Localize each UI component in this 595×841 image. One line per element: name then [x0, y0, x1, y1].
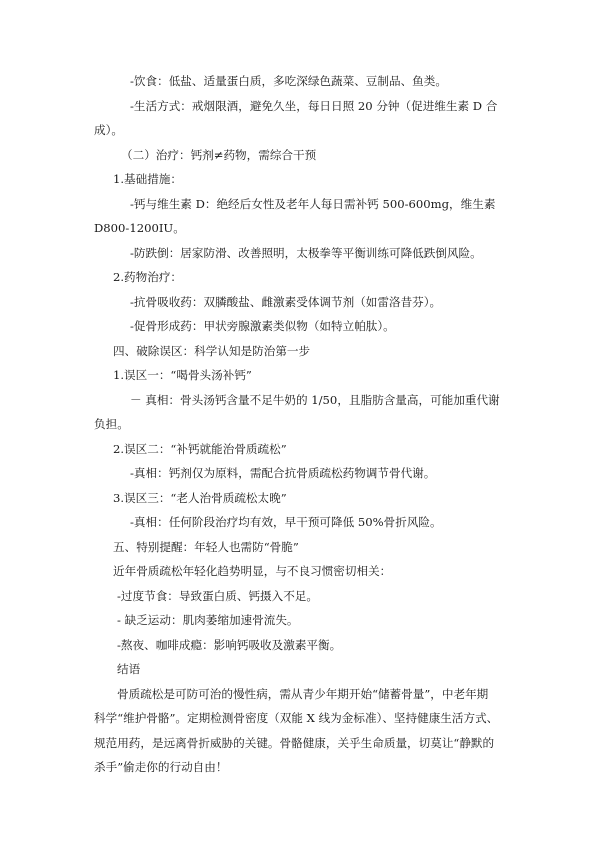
- conclusion-paragraph-line-4: 杀手”偷走你的行动自由！: [94, 760, 228, 774]
- myth-1-heading: 1.误区一：“喝骨头汤补钙”: [113, 368, 252, 382]
- myth-2-heading: 2.误区二：“补钙就能治骨质疏松”: [113, 442, 287, 456]
- basic-measures-heading: 1.基础措施：: [113, 172, 183, 186]
- myths-heading: 四、破除误区：科学认知是防治第一步: [113, 344, 311, 358]
- myth-3-heading: 3.误区三：“老人治骨质疏松太晚”: [113, 491, 287, 505]
- conclusion-paragraph-line-2: 科学“维护骨骼”。定期检测骨密度（双能 X 线为金标准）、坚持健康生活方式、: [94, 711, 499, 725]
- fall-prevention-line: -防跌倒：居家防滑、改善照明，太极拳等平衡训练可降低跌倒风险。: [130, 246, 482, 260]
- myth-1-truth: － 真相：骨头汤钙含量不足牛奶的 1/50，且脂肪含量高，可能加重代谢: [130, 393, 500, 407]
- myth-3-truth: -真相：任何阶段治疗均有效，早干预可降低 50%骨折风险。: [130, 515, 442, 529]
- special-reminder-heading: 五、特别提醒：年轻人也需防“骨脆”: [113, 540, 299, 554]
- no-exercise-line: - 缺乏运动：肌肉萎缩加速骨流失。: [117, 613, 299, 627]
- lifestyle-line: -生活方式：戒烟限酒，避免久坐，每日日照 20 分钟（促进维生素 D 合: [130, 99, 498, 113]
- late-nights-line: -熬夜、咖啡成瘾：影响钙吸收及激素平衡。: [117, 638, 342, 652]
- myth-2-truth: -真相：钙剂仅为原料，需配合抗骨质疏松药物调节骨代谢。: [130, 466, 436, 480]
- young-trend-paragraph: 近年骨质疏松年轻化趋势明显，与不良习惯密切相关：: [113, 564, 392, 578]
- anti-resorptive-line: -抗骨吸收药：双膦酸盐、雌激素受体调节剂（如雷洛昔芬）。: [130, 295, 442, 309]
- conclusion-heading: 结语: [117, 662, 141, 676]
- diet-line: -饮食：低盐、适量蛋白质，多吃深绿色蔬菜、豆制品、鱼类。: [130, 74, 447, 88]
- conclusion-paragraph-line-3: 规范用药，是远离骨折威胁的关键。骨骼健康，关乎生命质量，切莫让“静默的: [94, 736, 495, 750]
- overdieting-line: -过度节食：导致蛋白质、钙摄入不足。: [117, 589, 319, 603]
- lifestyle-line-cont: 成）。: [94, 123, 123, 137]
- calcium-vitd-line-cont: D800-1200IU。: [94, 221, 185, 235]
- drug-therapy-heading: 2.药物治疗：: [113, 270, 183, 284]
- treatment-heading: （二）治疗：钙剂≠药物，需综合干预: [121, 148, 317, 162]
- bone-formation-line: -促骨形成药：甲状旁腺激素类似物（如特立帕肽）。: [130, 319, 395, 333]
- calcium-vitd-line: -钙与维生素 D：绝经后女性及老年人每日需补钙 500-600mg，维生素: [130, 197, 496, 211]
- myth-1-truth-cont: 负担。: [94, 417, 129, 431]
- conclusion-paragraph-line-1: 骨质疏松是可防可治的慢性病，需从青少年期开始“储蓄骨量”，中老年期: [117, 687, 489, 701]
